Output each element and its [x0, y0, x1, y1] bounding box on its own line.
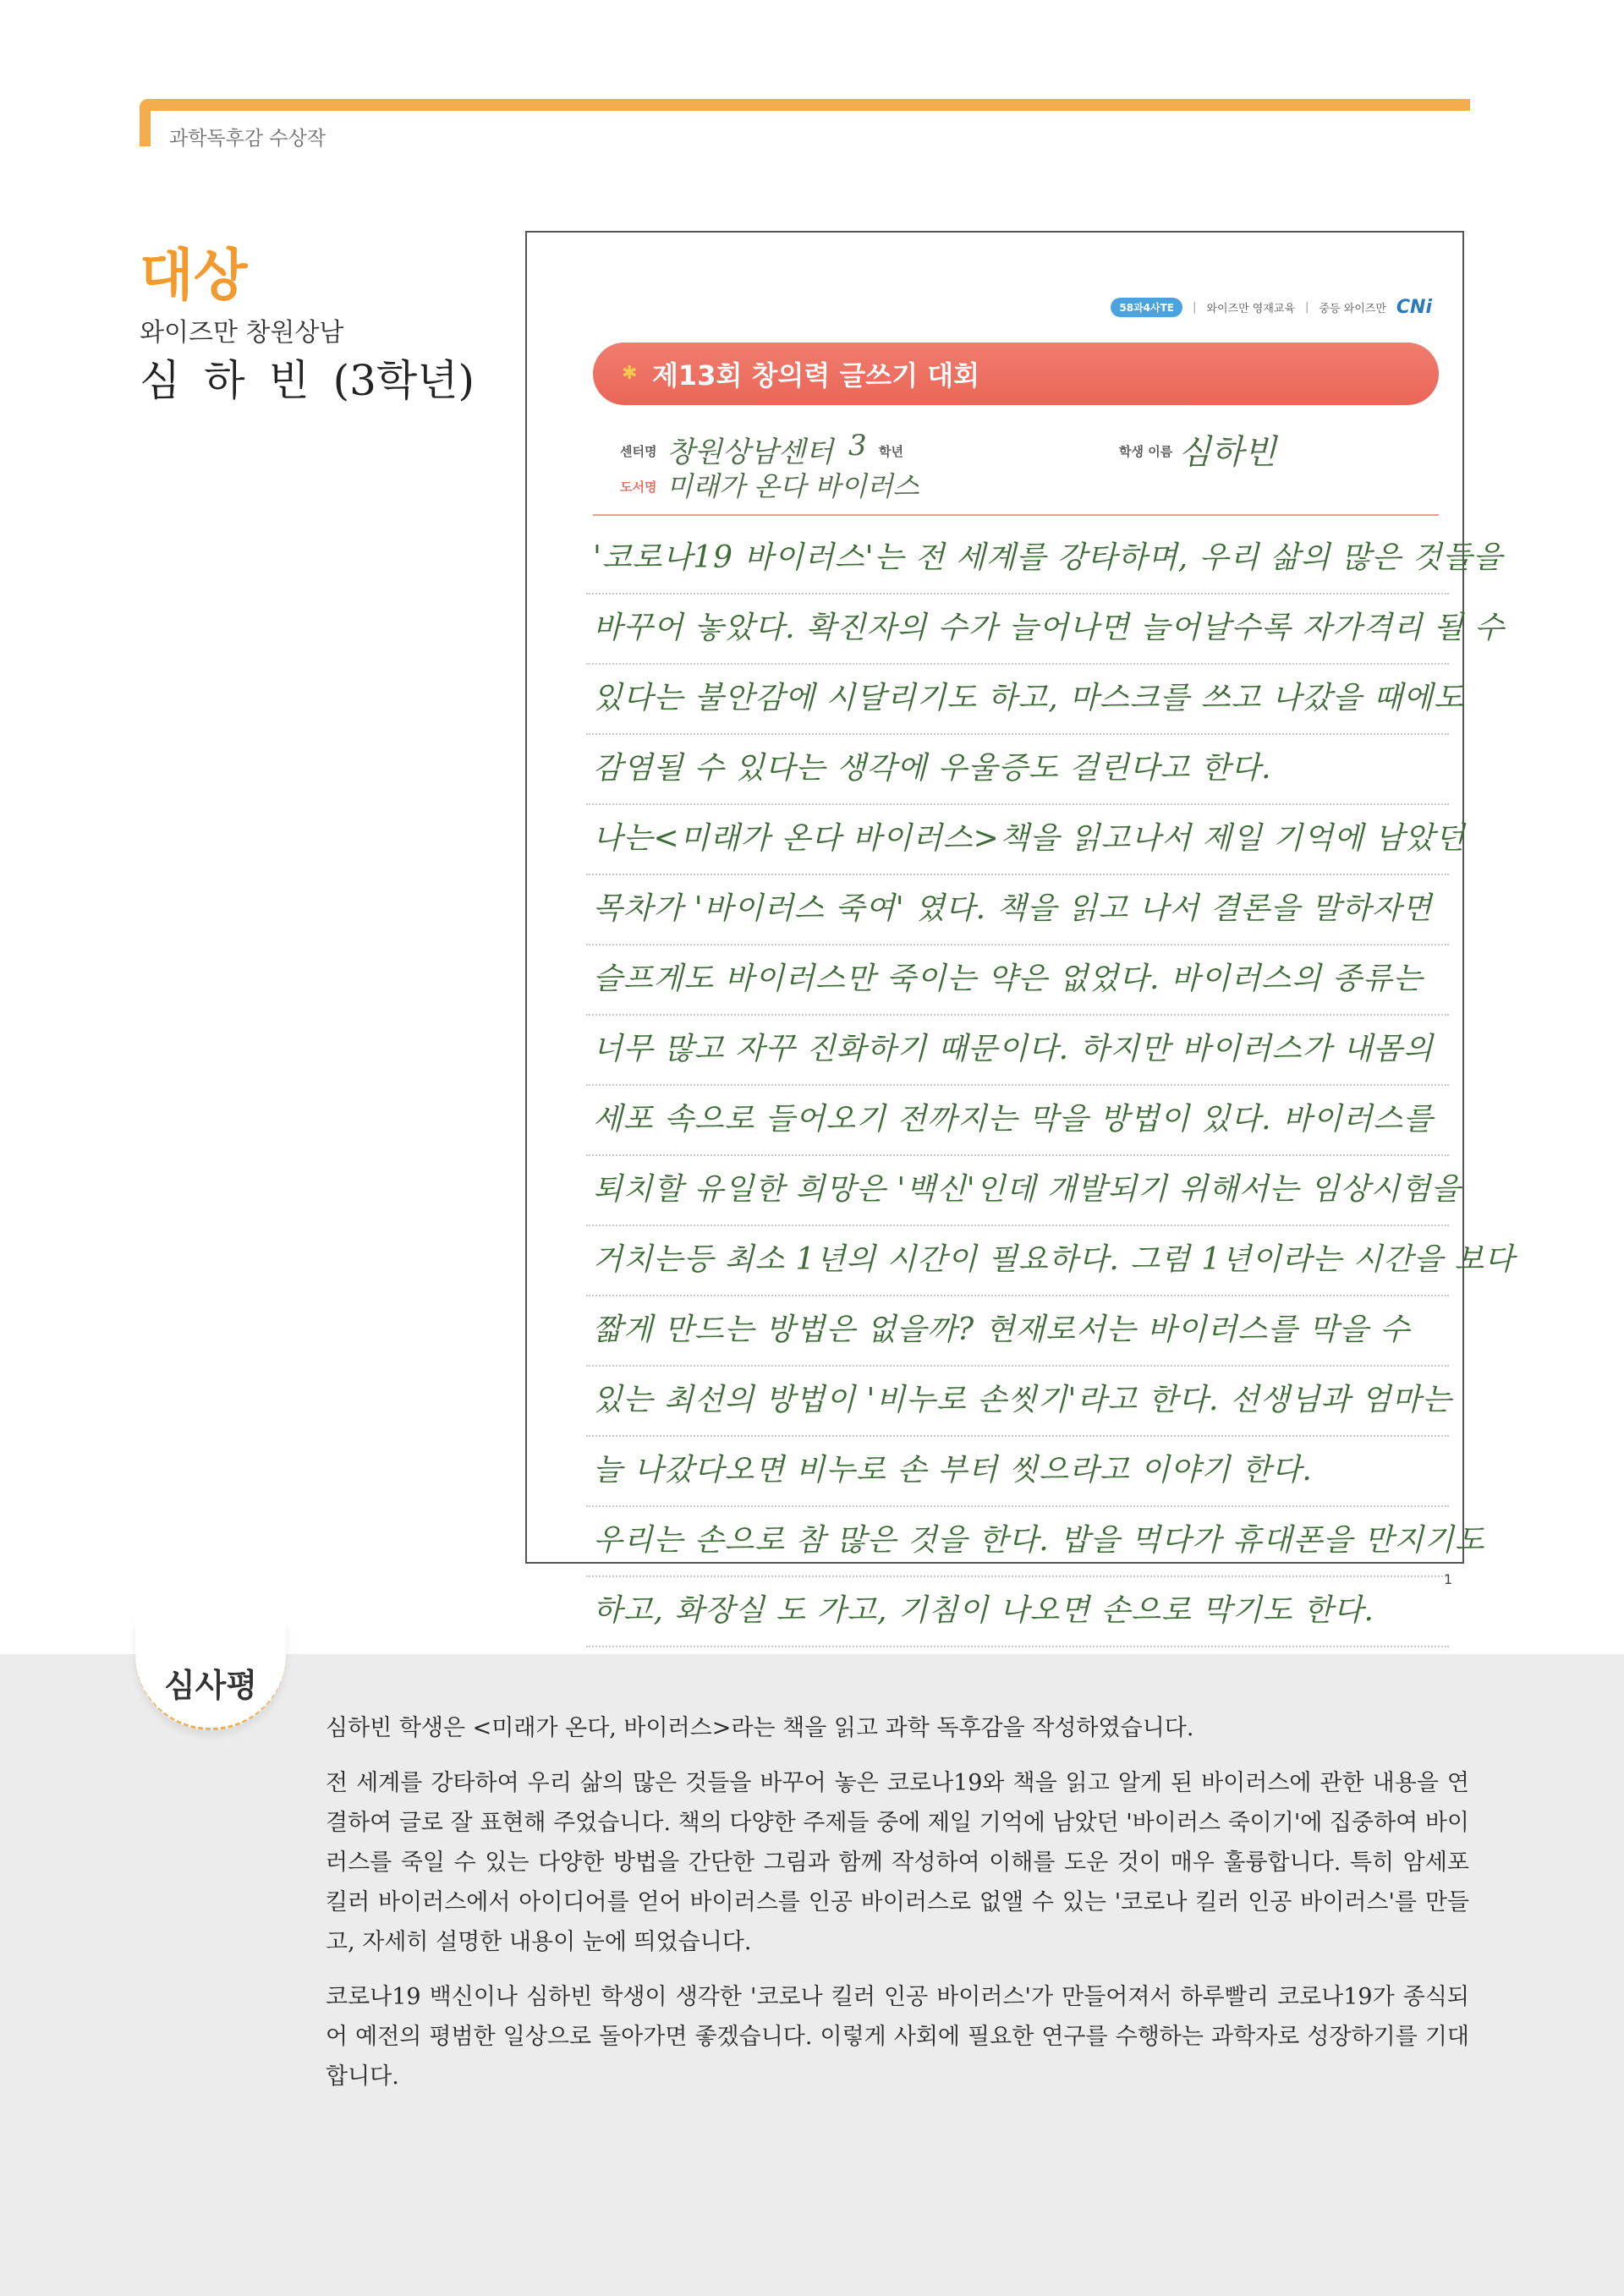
essay-line: 세포 속으로 들어오기 전까지는 막을 방법이 있다. 바이러스를	[586, 1086, 1449, 1156]
essay-line: 퇴치할 유일한 희망은 '백신'인데 개발되기 위해서는 임상시험을	[586, 1156, 1449, 1226]
essay-line: 나는<미래가 온다 바이러스>책을 읽고나서 제일 기억에 남았던	[586, 805, 1449, 875]
contest-title: 제13회 창의력 글쓰기 대회	[652, 359, 980, 392]
brand-logo-2: 와이즈만 영재교육	[1206, 303, 1296, 315]
meta-divider	[593, 514, 1439, 516]
essay-line: 너무 많고 자꾸 진화하기 때문이다. 하지만 바이러스가 내몸의	[586, 1016, 1449, 1086]
student-name-text: 심 하 빈	[140, 356, 315, 405]
essay-line: 짧게 만드는 방법은 없을까? 현재로서는 바이러스를 막을 수	[586, 1296, 1449, 1367]
essay-line: 늘 나갔다오면 비누로 손 부터 씻으라고 이야기 한다.	[586, 1437, 1449, 1507]
essay-line: 슬프게도 바이러스만 죽이는 약은 없었다. 바이러스의 종류는	[586, 945, 1449, 1016]
student-name-value: 심하빈	[1178, 433, 1276, 472]
student-name-label: 학생 이름	[1119, 444, 1173, 459]
header-accent-bar	[140, 99, 1470, 111]
grade-value: 3	[848, 429, 867, 463]
student-grade: (3학년)	[332, 356, 475, 405]
essay-line: 우리는 손으로 참 많은 것을 한다. 밥을 먹다가 휴대폰을 만지기도	[586, 1507, 1449, 1577]
review-paragraph: 코로나19 백신이나 심하빈 학생이 생각한 '코로나 킬러 인공 바이러스'가 만들어져서 하루빨리 코로나19가 종식되어 예전의 평범한 일상으로 돌아가면 좋겠습니다. 이렇게 사회에 필요한 연구를 수행하는 과학자로 성장하기를 기대합니다.	[326, 1984, 1469, 2090]
essay-lines	[586, 524, 1515, 1647]
essay-line: 있다는 불안감에 시달리기도 하고, 마스크를 쓰고 나갔을 때에도	[586, 665, 1449, 735]
brand-logo-3: 중등 와이즈만	[1319, 303, 1386, 315]
review-paragraph: 전 세계를 강타하여 우리 삶의 많은 것들을 바꾸어 놓은 코로나19와 책을 읽고 알게 된 바이러스에 관한 내용을 연결하여 글로 잘 표현해 주었습니다. 책의 다양한 주제들 중에 제일 기억에 남았던 '바이러스 죽이기'에 집중하여 바이러스를 죽일 수 있는 다양한 방법을 간단한 그림과 함께 작성하여 이해를 도운 것이 매우 훌륭합니다. 특히 암세포 킬러 바이러스에서 아이디어를 얻어 바이러스를 인공 바이러스로 없앨 수 있는 '코로나 킬러 인공 바이러스'를 만들고, 자세히 설명한 내용이 눈에 띄었습니다.	[326, 1770, 1469, 1955]
essay-line: 감염될 수 있다는 생각에 우울증도 걸린다고 한다.	[586, 735, 1449, 805]
review-badge: 심사평	[135, 1620, 286, 1730]
essay-line: 거치는등 최소 1년의 시간이 필요하다. 그럼 1년이라는 시간을 보다	[586, 1226, 1449, 1296]
contest-banner	[593, 342, 1439, 405]
essay-line: '코로나19 바이러스'는 전 세계를 강타하며, 우리 삶의 많은 것들을	[586, 524, 1449, 595]
essay-line: 목차가 '바이러스 죽여' 였다. 책을 읽고 나서 결론을 말하자면	[586, 875, 1449, 945]
header-accent-tab	[140, 99, 151, 146]
brand-logo-1: 58과4사TE	[1111, 298, 1182, 317]
sponsor-logos	[1111, 297, 1432, 318]
essay-line: 바꾸어 놓았다. 확진자의 수가 늘어나면 늘어날수록 자가격리 될 수	[586, 595, 1449, 665]
book-value: 미래가 온다 바이러스	[667, 470, 919, 502]
logo-separator: |	[1193, 301, 1197, 314]
center-value: 창원상남센터	[667, 436, 834, 469]
grade-label: 학년	[879, 444, 903, 459]
student-name	[140, 347, 475, 408]
page-number: 1	[1444, 1571, 1453, 1587]
brand-logo-cni: CNi	[1396, 297, 1432, 318]
center-label: 센터명	[620, 444, 657, 459]
award-title: 대상	[140, 243, 248, 308]
section-label: 과학독후감 수상작	[169, 128, 326, 150]
essay-line: 있는 최선의 방법이 '비누로 손씻기'라고 한다. 선생님과 엄마는	[586, 1367, 1449, 1437]
review-paragraph: 심하빈 학생은 <미래가 온다, 바이러스>라는 책을 읽고 과학 독후감을 작성하였습니다.	[326, 1715, 1194, 1741]
review-text	[326, 1708, 1469, 2112]
book-label: 도서명	[620, 479, 657, 495]
star-icon: ✱	[622, 363, 638, 384]
logo-separator: |	[1305, 301, 1309, 314]
essay-line: 하고, 화장실 도 가고, 기침이 나오면 손으로 막기도 한다.	[586, 1577, 1449, 1647]
school-name: 와이즈만 창원상남	[140, 318, 344, 348]
essay-sheet	[525, 231, 1515, 1628]
